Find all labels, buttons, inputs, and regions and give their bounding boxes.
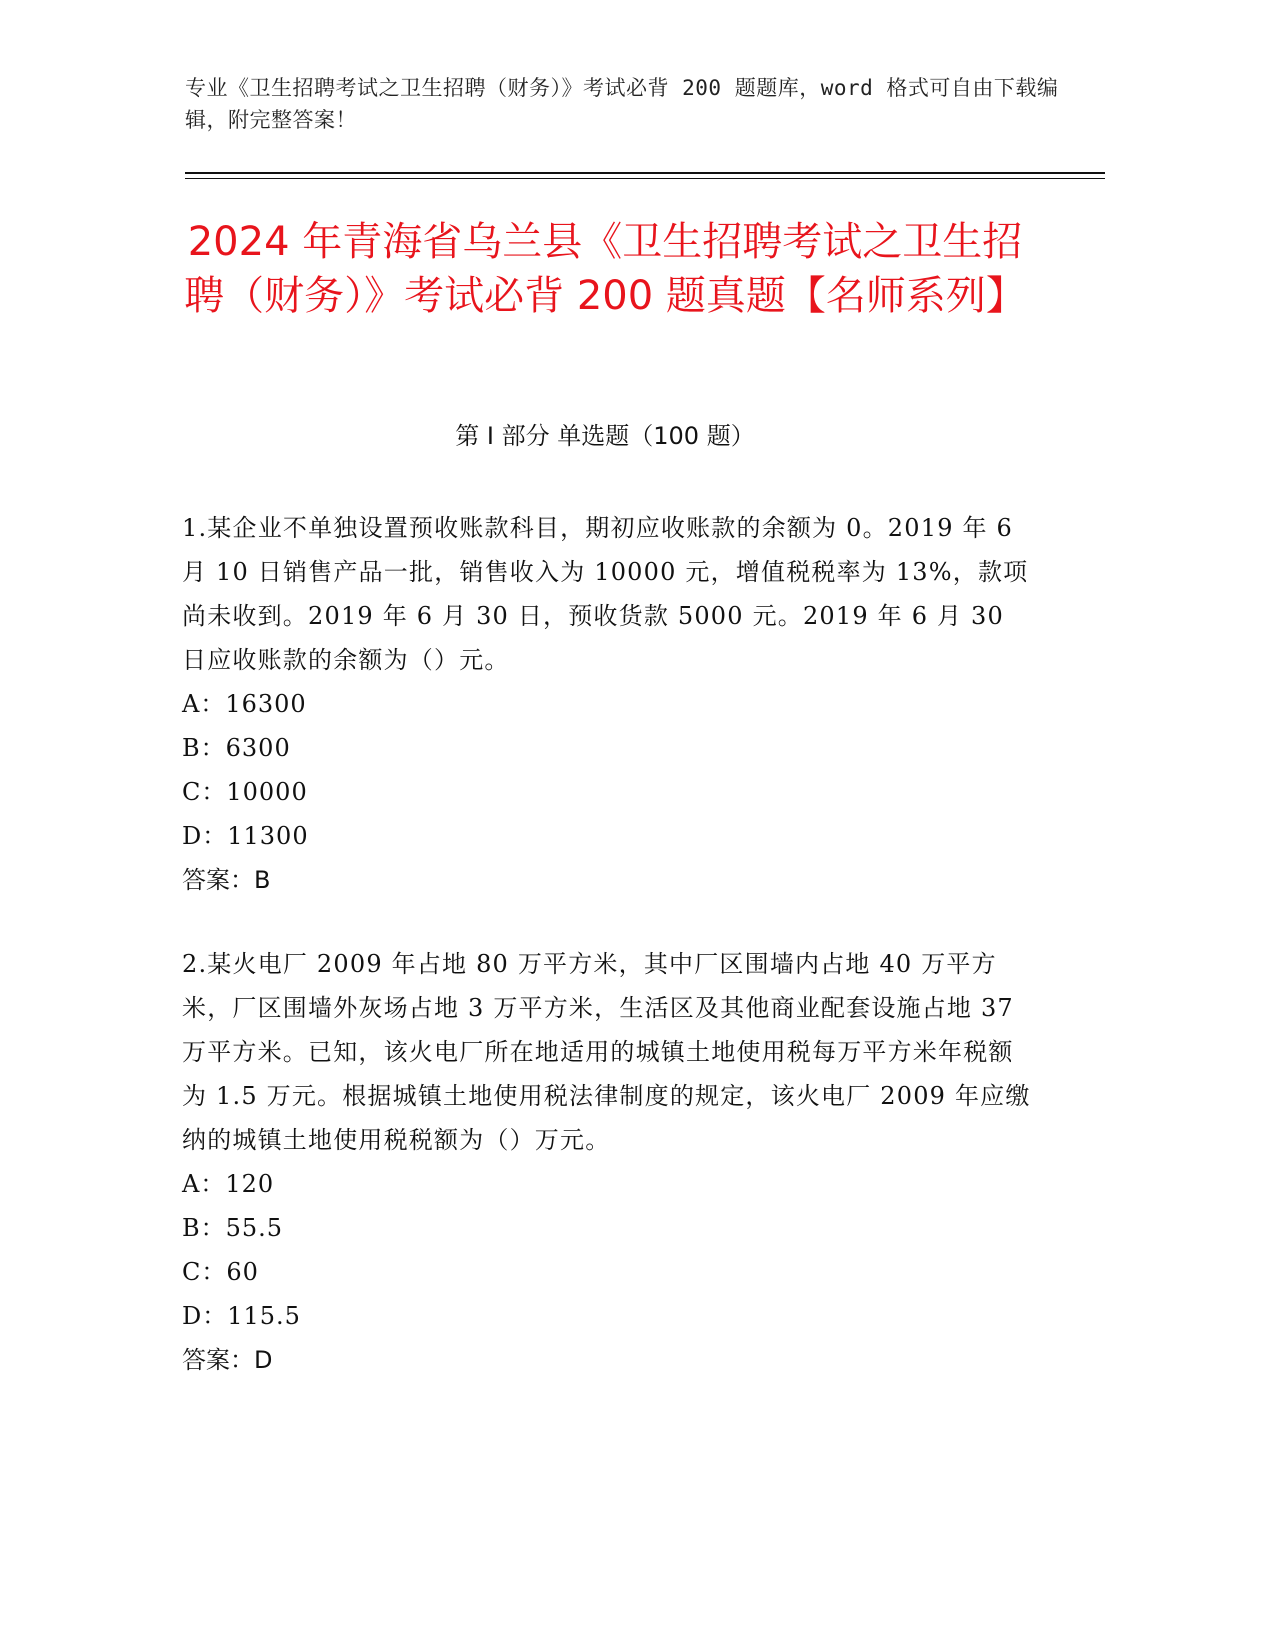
answer-line: 答案：D	[182, 1346, 273, 1374]
option-b: B：55.5	[182, 1214, 284, 1242]
option-b: B：6300	[182, 734, 291, 762]
answer-line: 答案：B	[182, 866, 271, 894]
section-title: 第 I 部分 单选题（100 题）	[455, 422, 755, 450]
option-d: D：11300	[182, 822, 309, 850]
header-divider-thin	[185, 178, 1105, 179]
option-a: A：120	[182, 1170, 275, 1198]
header-note: 专业《卫生招聘考试之卫生招聘（财务）》考试必背 200 题题库，word 格式可自由下载编辑，附完整答案！	[185, 76, 1059, 132]
header-divider-thick	[185, 172, 1105, 174]
option-d: D：115.5	[182, 1302, 301, 1330]
option-c: C：10000	[182, 778, 308, 806]
question-block	[182, 942, 1032, 1382]
option-a: A：16300	[182, 690, 307, 718]
question-block	[182, 506, 1032, 902]
question-stem: 1.某企业不单独设置预收账款科目，期初应收账款的余额为 0。2019 年 6 月 10 日销售产品一批，销售收入为 10000 元，增值税税率为 13%，款项尚未收到。2019 年 6 月 30 日，预收货款 5000 元。2019 年 6 月 30 日应收账款的余额为（）元。	[182, 514, 1029, 674]
document-title: 2024 年青海省乌兰县《卫生招聘考试之卫生招聘（财务）》考试必背 200 题真题【名师系列】	[184, 219, 1026, 319]
question-stem: 2.某火电厂 2009 年占地 80 万平方米，其中厂区围墙内占地 40 万平方米，厂区围墙外灰场占地 3 万平方米，生活区及其他商业配套设施占地 37 万平方米。已知，该火电厂所在地适用的城镇土地使用税每万平方米年税额为 1.5 万元。根据城镇土地使用税法律制度的规定，该火电厂 2009 年应缴纳的城镇土地使用税税额为（）万元。	[182, 950, 1031, 1154]
option-c: C：60	[182, 1258, 259, 1286]
